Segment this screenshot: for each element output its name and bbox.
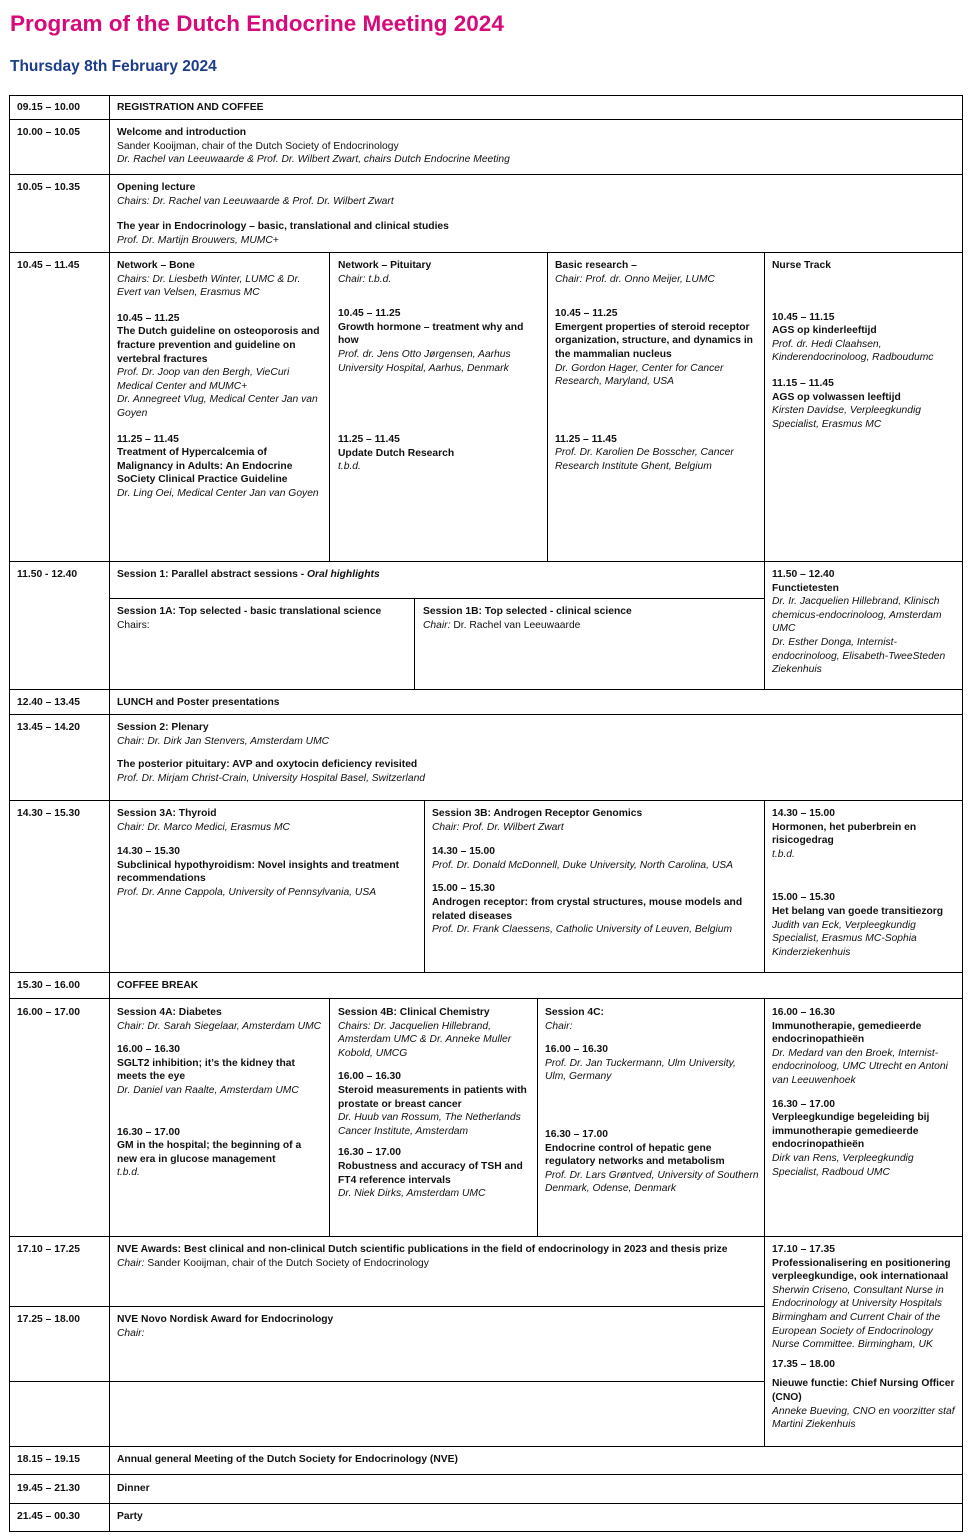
pit-t2: 11.25 – 11.45 bbox=[338, 434, 400, 446]
session4b-s1: Dr. Huub van Rossum, The Netherlands Cancer Institute, Amsterdam bbox=[338, 1112, 521, 1137]
basic-title: Basic research – bbox=[555, 260, 637, 271]
session3a-chair: Chair: Dr. Marco Medici, Erasmus MC bbox=[117, 821, 290, 833]
session4c-chair: Chair: bbox=[545, 1020, 573, 1032]
year-in-endo-title: The year in Endocrinology – basic, translational and clinical studies bbox=[117, 221, 449, 233]
nurse5-t1: 17.10 – 17.35 bbox=[772, 1244, 835, 1255]
session4a-t2: 16.30 – 17.00 bbox=[117, 1126, 180, 1138]
functietesten-time: 11.50 – 12.40 bbox=[772, 569, 835, 580]
functietesten-cell bbox=[772, 568, 958, 677]
pit-s2: t.b.d. bbox=[338, 461, 361, 473]
pit-talk1: Growth hormone – treatment why and how bbox=[338, 321, 524, 347]
session4c-s2: Prof. Dr. Lars Grøntved, University of Southern Denmark, Odense, Denmark bbox=[545, 1169, 759, 1195]
nurse5-t2: 17.35 – 18.00 bbox=[772, 1358, 835, 1370]
opening-cell bbox=[117, 181, 947, 247]
session1b-title: Session 1B: Top selected - clinical science bbox=[423, 606, 632, 617]
nurse5-s1: Sherwin Criseno, Consultant Nurse in Endocrinology at University Hospitals Birmingham and Current Chair of the European Society of Endocrinology Nurse Committee. Birmingham, UK bbox=[772, 1284, 944, 1351]
session4b-cell bbox=[338, 1006, 532, 1201]
session2-cell bbox=[117, 721, 947, 785]
session3b-t2: 15.00 – 15.30 bbox=[432, 883, 495, 895]
time-registration: 09.15 – 10.00 bbox=[17, 102, 80, 113]
party-label: Party bbox=[117, 1511, 143, 1522]
session4b-t2: 16.30 – 17.00 bbox=[338, 1147, 401, 1159]
nurse-title: Nurse Track bbox=[772, 260, 831, 271]
session1a-cell bbox=[117, 605, 412, 632]
awards-cell bbox=[117, 1243, 747, 1270]
nurse-s1: Prof. dr. Hedi Claahsen, Kinderendocrinoloog, Radboudumc bbox=[772, 338, 934, 364]
lunch-label: LUNCH and Poster presentations bbox=[117, 697, 280, 708]
functietesten-s2: Dr. Esther Donga, Internist-endocrinoloog, Elisabeth-TweeSteden Ziekenhuis bbox=[772, 636, 946, 676]
session4c-t2: 16.30 – 17.00 bbox=[545, 1128, 608, 1140]
session3b-chair: Chair: Prof. Dr. Wilbert Zwart bbox=[432, 821, 564, 833]
nurse4-t2: 16.30 – 17.00 bbox=[772, 1098, 835, 1110]
nurse5-s2: Anneke Bueving, CNO en voorzitter staf Martini Ziekenhuis bbox=[772, 1405, 955, 1431]
basic-chairs: Chair: Prof. dr. Onno Meijer, LUMC bbox=[555, 273, 715, 285]
nurse3-t1: 14.30 – 15.00 bbox=[772, 808, 835, 819]
basic-t2: 11.25 – 11.45 bbox=[555, 433, 617, 445]
session3a-talk1: Subclinical hypothyroidism: Novel insights and treatment recommendations bbox=[117, 859, 400, 885]
registration-label: REGISTRATION AND COFFEE bbox=[117, 102, 264, 113]
session3b-title: Session 3B: Androgen Receptor Genomics bbox=[432, 808, 643, 819]
time-welcome: 10.00 – 10.05 bbox=[17, 127, 80, 138]
nurse-t1: 10.45 – 11.15 bbox=[772, 311, 835, 323]
pit-talk2: Update Dutch Research bbox=[338, 447, 455, 459]
time-dinner: 19.45 – 21.30 bbox=[17, 1483, 80, 1494]
nurse5-talk2: Nieuwe functie: Chief Nursing Officer (CNO) bbox=[772, 1378, 955, 1403]
nurse-track-cell bbox=[772, 259, 958, 431]
session1a-title: Session 1A: Top selected - basic translational science bbox=[117, 606, 382, 617]
session4a-t1: 16.00 – 16.30 bbox=[117, 1044, 180, 1056]
session1a-chairs: Chairs: bbox=[117, 619, 150, 631]
opening-title: Opening lecture bbox=[117, 182, 196, 193]
bone-t1: 10.45 – 11.25 bbox=[117, 312, 180, 324]
nurse4-s1: Dr. Medard van den Broek, Internist-endocrinoloog, UMC Utrecht en Antoni van Leeuwenhoek bbox=[772, 1047, 948, 1086]
bone-title: Network – Bone bbox=[117, 260, 195, 271]
session4c-title: Session 4C: bbox=[545, 1007, 604, 1018]
novo-award-cell bbox=[117, 1313, 747, 1340]
nurse-session3-cell bbox=[772, 807, 958, 959]
nurse4-s2: Dirk van Rens, Verpleegkundig Specialist, Radboud UMC bbox=[772, 1152, 914, 1178]
nurse-awards-cell bbox=[772, 1243, 958, 1432]
session1b-chair bbox=[423, 619, 758, 633]
time-novo-award: 17.25 – 18.00 bbox=[17, 1314, 80, 1325]
time-session4: 16.00 – 17.00 bbox=[17, 1007, 80, 1018]
agm-label: Annual general Meeting of the Dutch Society for Endocrinology (NVE) bbox=[117, 1454, 458, 1465]
awards-title: NVE Awards: Best clinical and non-clinical Dutch scientific publications in the field of endocrinology in 2023 and thesis prize bbox=[117, 1244, 728, 1255]
bone-s1b: Dr. Annegreet Vlug, Medical Center Jan van Goyen bbox=[117, 394, 318, 419]
welcome-line1: Sander Kooijman, chair of the Dutch Society of Endocrinology bbox=[117, 140, 399, 152]
session1-title bbox=[117, 568, 757, 582]
nurse3-t2: 15.00 – 15.30 bbox=[772, 892, 835, 904]
coffee-label: COFFEE BREAK bbox=[117, 980, 199, 991]
dinner-label: Dinner bbox=[117, 1483, 150, 1494]
session4a-title: Session 4A: Diabetes bbox=[117, 1007, 222, 1018]
awards-chair bbox=[117, 1257, 747, 1271]
novo-award-chair: Chair: bbox=[117, 1327, 145, 1339]
welcome-title: Welcome and introduction bbox=[117, 127, 247, 138]
bone-t2: 11.25 – 11.45 bbox=[117, 433, 179, 445]
session2-chair: Chair: Dr. Dirk Jan Stenvers, Amsterdam UMC bbox=[117, 735, 330, 747]
session2-title: Session 2: Plenary bbox=[117, 722, 209, 733]
session2-talk: The posterior pituitary: AVP and oxytocin deficiency revisited bbox=[117, 759, 418, 771]
session4a-s2: t.b.d. bbox=[117, 1167, 140, 1179]
time-session1: 11.50 - 12.40 bbox=[17, 569, 78, 580]
basic-talk1: Emergent properties of steroid receptor organization, structure, and dynamics in the mammalian nucleus bbox=[555, 321, 753, 360]
session3b-s2: Prof. Dr. Frank Claessens, Catholic University of Leuven, Belgium bbox=[432, 924, 733, 936]
pit-t1: 10.45 – 11.25 bbox=[338, 308, 401, 320]
session3a-title: Session 3A: Thyroid bbox=[117, 808, 217, 819]
session4a-cell bbox=[117, 1006, 323, 1180]
time-party: 21.45 – 00.30 bbox=[17, 1511, 80, 1522]
session3b-t1: 14.30 – 15.00 bbox=[432, 846, 495, 858]
session4b-t1: 16.00 – 16.30 bbox=[338, 1071, 401, 1083]
nurse3-s1: t.b.d. bbox=[772, 848, 795, 860]
network-pituitary-cell bbox=[338, 259, 541, 474]
session1b-chair-label: Chair: bbox=[423, 619, 451, 631]
nurse-talk2: AGS op volwassen leeftijd bbox=[772, 391, 901, 403]
functietesten-title: Functietesten bbox=[772, 582, 839, 594]
pit-title: Network – Pituitary bbox=[338, 260, 432, 271]
welcome-line2: Dr. Rachel van Leeuwaarde & Prof. Dr. Wilbert Zwart, chairs Dutch Endocrine Meeting bbox=[117, 154, 510, 166]
session4b-talk2: Robustness and accuracy of TSH and FT4 reference intervals bbox=[338, 1160, 523, 1186]
session4a-s1: Dr. Daniel van Raalte, Amsterdam UMC bbox=[117, 1084, 299, 1096]
pit-s1: Prof. dr. Jens Otto Jørgensen, Aarhus University Hospital, Aarhus, Denmark bbox=[338, 348, 511, 374]
session4b-title: Session 4B: Clinical Chemistry bbox=[338, 1007, 490, 1018]
nurse-talk1: AGS op kinderleeftijd bbox=[772, 325, 877, 337]
session3b-cell bbox=[432, 807, 760, 937]
session2-speaker: Prof. Dr. Mirjam Christ-Crain, University Hospital Basel, Switzerland bbox=[117, 772, 426, 784]
basic-s1: Dr. Gordon Hager, Center for Cancer Research, Maryland, USA bbox=[555, 362, 724, 388]
year-in-endo-speaker: Prof. Dr. Martijn Brouwers, MUMC+ bbox=[117, 234, 279, 246]
welcome-cell bbox=[117, 126, 947, 167]
session4a-talk2: GM in the hospital; the beginning of a new era in glucose management bbox=[117, 1140, 302, 1165]
session1-title-main: Session 1: Parallel abstract sessions - bbox=[117, 569, 308, 580]
time-awards: 17.10 – 17.25 bbox=[17, 1244, 80, 1255]
basic-s2: Prof. Dr. Karolien De Bosscher, Cancer Research Institute Ghent, Belgium bbox=[555, 447, 734, 472]
basic-t1: 10.45 – 11.25 bbox=[555, 308, 618, 320]
session4b-chair: Chairs: Dr. Jacquelien Hillebrand, Amsterdam UMC & Dr. Anneke Muller Kobold, UMCG bbox=[338, 1020, 512, 1059]
nurse5-talk1: Professionalisering en positionering verpleegkundige, ook internationaal bbox=[772, 1257, 951, 1283]
session1b-cell bbox=[423, 605, 758, 632]
time-opening: 10.05 – 10.35 bbox=[17, 182, 80, 193]
opening-chairs: Chairs: Dr. Rachel van Leeuwaarde & Prof. Dr. Wilbert Zwart bbox=[117, 195, 394, 207]
nurse4-t1: 16.00 – 16.30 bbox=[772, 1007, 835, 1018]
session1-title-italic: Oral highlights bbox=[307, 569, 380, 580]
nurse3-talk1: Hormonen, het puberbrein en risicogedrag bbox=[772, 821, 917, 847]
session4c-t1: 16.00 – 16.30 bbox=[545, 1044, 608, 1056]
bone-talk2: Treatment of Hypercalcemia of Malignancy in Adults: An Endocrine SoCiety Clinical Practice Guideline bbox=[117, 447, 293, 486]
nurse3-s2: Judith van Eck, Verpleegkundig Specialist, Erasmus MC-Sophia Kinderziekenhuis bbox=[772, 919, 917, 958]
session4c-talk2: Endocrine control of hepatic gene regulatory networks and metabolism bbox=[545, 1142, 725, 1168]
session3b-talk2: Androgen receptor: from crystal structures, mouse models and related diseases bbox=[432, 896, 743, 922]
session4b-s2: Dr. Niek Dirks, Amsterdam UMC bbox=[338, 1188, 486, 1200]
nurse-session4-cell bbox=[772, 1006, 958, 1179]
basic-research-cell bbox=[555, 259, 759, 474]
session1b-chair-name: Dr. Rachel van Leeuwaarde bbox=[450, 619, 581, 631]
time-network: 10.45 – 11.45 bbox=[17, 260, 80, 271]
time-session3: 14.30 – 15.30 bbox=[17, 808, 80, 819]
time-agm: 18.15 – 19.15 bbox=[17, 1454, 80, 1465]
time-lunch: 12.40 – 13.45 bbox=[17, 697, 80, 708]
session3a-t1: 14.30 – 15.30 bbox=[117, 846, 180, 858]
session4c-s1: Prof. Dr. Jan Tuckermann, Ulm University, Ulm, Germany bbox=[545, 1057, 736, 1083]
page-title: Program of the Dutch Endocrine Meeting 2024 bbox=[10, 11, 504, 36]
session3a-cell bbox=[117, 807, 417, 900]
session4b-talk1: Steroid measurements in patients with prostate or breast cancer bbox=[338, 1084, 527, 1110]
session4a-talk1: SGLT2 inhibition; it’s the kidney that meets the eye bbox=[117, 1057, 295, 1083]
session3a-s1: Prof. Dr. Anne Cappola, University of Pennsylvania, USA bbox=[117, 886, 377, 898]
awards-chair-name: Sander Kooijman, chair of the Dutch Society of Endocrinology bbox=[144, 1257, 429, 1269]
bone-s1a: Prof. Dr. Joop van den Bergh, VieCuri Medical Center and MUMC+ bbox=[117, 367, 290, 392]
pit-chairs: Chair: t.b.d. bbox=[338, 273, 392, 285]
bone-talk1: The Dutch guideline on osteoporosis and fracture prevention and guideline on vertebral fractures bbox=[117, 326, 320, 365]
bone-chairs: Chairs: Dr. Liesbeth Winter, LUMC & Dr. Evert van Velsen, Erasmus MC bbox=[117, 273, 301, 299]
bone-s2: Dr. Ling Oei, Medical Center Jan van Goyen bbox=[117, 487, 319, 499]
network-bone-cell bbox=[117, 259, 323, 501]
time-coffee: 15.30 – 16.00 bbox=[17, 980, 80, 991]
date-heading: Thursday 8th February 2024 bbox=[10, 58, 217, 75]
awards-chair-label: Chair: bbox=[117, 1257, 145, 1269]
session4a-chair: Chair: Dr. Sarah Siegelaar, Amsterdam UMC bbox=[117, 1020, 322, 1032]
nurse3-talk2: Het belang van goede transitiezorg bbox=[772, 905, 944, 917]
session3b-s1: Prof. Dr. Donald McDonnell, Duke University, North Carolina, USA bbox=[432, 859, 734, 871]
nurse-s2: Kirsten Davidse, Verpleegkundig Specialist, Erasmus MC bbox=[772, 405, 922, 430]
nurse-t2: 11.15 – 11.45 bbox=[772, 377, 834, 389]
nurse4-talk1: Immunotherapie, gemedieerde endocrinopathieën bbox=[772, 1020, 922, 1046]
nurse4-talk2: Verpleegkundige begeleiding bij immunotherapie gemedieerde endocrinopathieën bbox=[772, 1112, 930, 1151]
time-session2: 13.45 – 14.20 bbox=[17, 722, 80, 733]
functietesten-s1: Dr. Ir. Jacquelien Hillebrand, Klinisch chemicus-endocrinoloog, Amsterdam UMC bbox=[772, 596, 942, 635]
novo-award-title: NVE Novo Nordisk Award for Endocrinology bbox=[117, 1314, 334, 1325]
session4c-cell bbox=[545, 1006, 759, 1196]
